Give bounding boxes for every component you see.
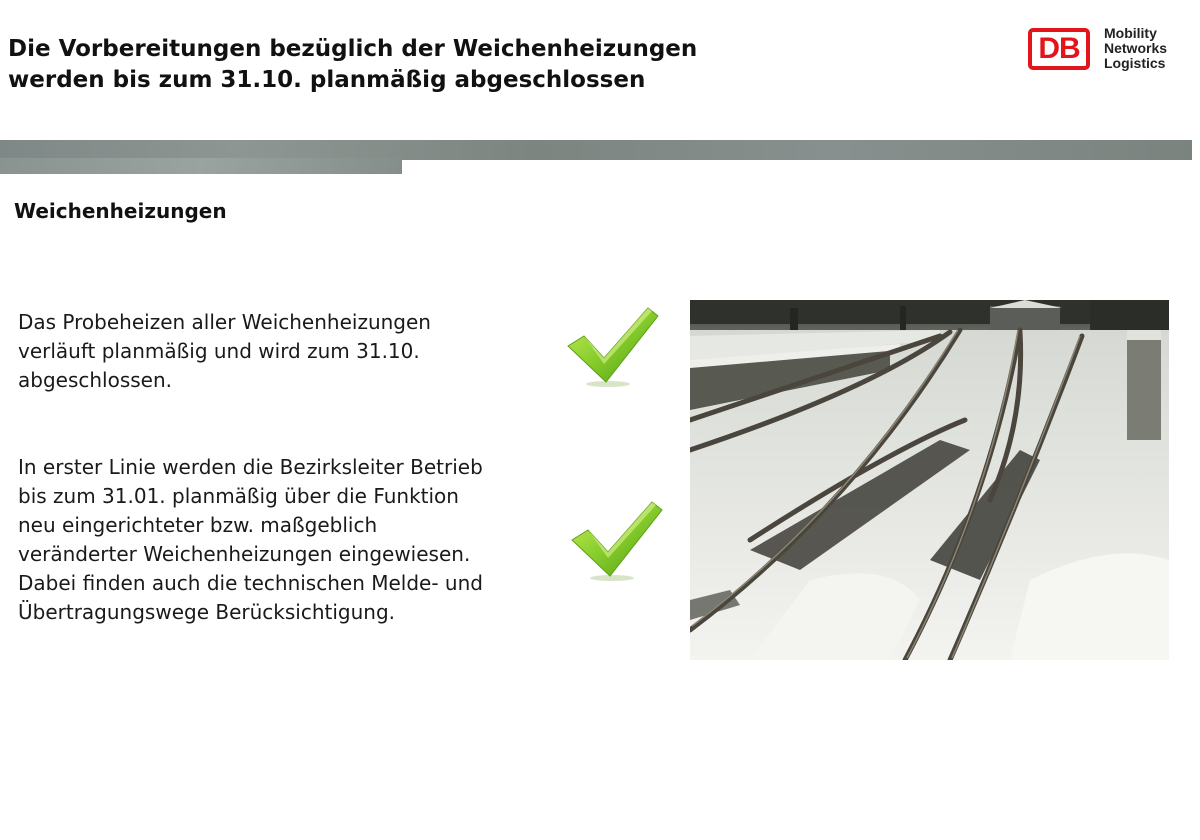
- db-logo-tagline: [1104, 26, 1167, 71]
- status-paragraph-1: [18, 308, 558, 395]
- db-logo-mark: DB: [1028, 28, 1090, 70]
- db-tagline-line-2: Networks: [1104, 40, 1168, 56]
- paragraph-2-line-4: veränderter Weichenheizungen eingewiesen.: [18, 542, 471, 566]
- paragraph-2-line-3: neu eingerichteter bzw. maßgeblich: [18, 513, 378, 537]
- paragraph-2-line-1: In erster Linie werden die Bezirksleiter Betrieb: [18, 455, 483, 479]
- section-heading: Weichenheizungen: [14, 199, 227, 223]
- db-logo: [1028, 26, 1178, 78]
- checkmark-icon: [564, 300, 660, 390]
- page-title-line-2: werden bis zum 31.10. planmäßig abgeschlossen: [8, 67, 646, 93]
- paragraph-2-line-5: Dabei finden auch die technischen Melde- und: [18, 571, 483, 595]
- header-divider-band-tab: [0, 158, 402, 174]
- checkmark-icon: [568, 494, 664, 584]
- paragraph-2-line-6: Übertragungswege Berücksichtigung.: [18, 600, 396, 624]
- header-divider-band: [0, 140, 1192, 160]
- paragraph-2-line-2: bis zum 31.01. planmäßig über die Funktion: [18, 484, 459, 508]
- snowy-railway-switch-photo: [690, 300, 1169, 660]
- db-tagline-line-3: Logistics: [1104, 55, 1166, 71]
- paragraph-1-line-3: abgeschlossen.: [18, 368, 173, 392]
- status-paragraph-2: [18, 453, 558, 627]
- paragraph-1-line-2: verläuft planmäßig und wird zum 31.10.: [18, 339, 420, 363]
- page-title: [8, 34, 828, 96]
- db-tagline-line-1: Mobility: [1104, 25, 1157, 41]
- page-title-line-1: Die Vorbereitungen bezüglich der Weichenheizungen: [8, 36, 698, 62]
- paragraph-1-line-1: Das Probeheizen aller Weichenheizungen: [18, 310, 431, 334]
